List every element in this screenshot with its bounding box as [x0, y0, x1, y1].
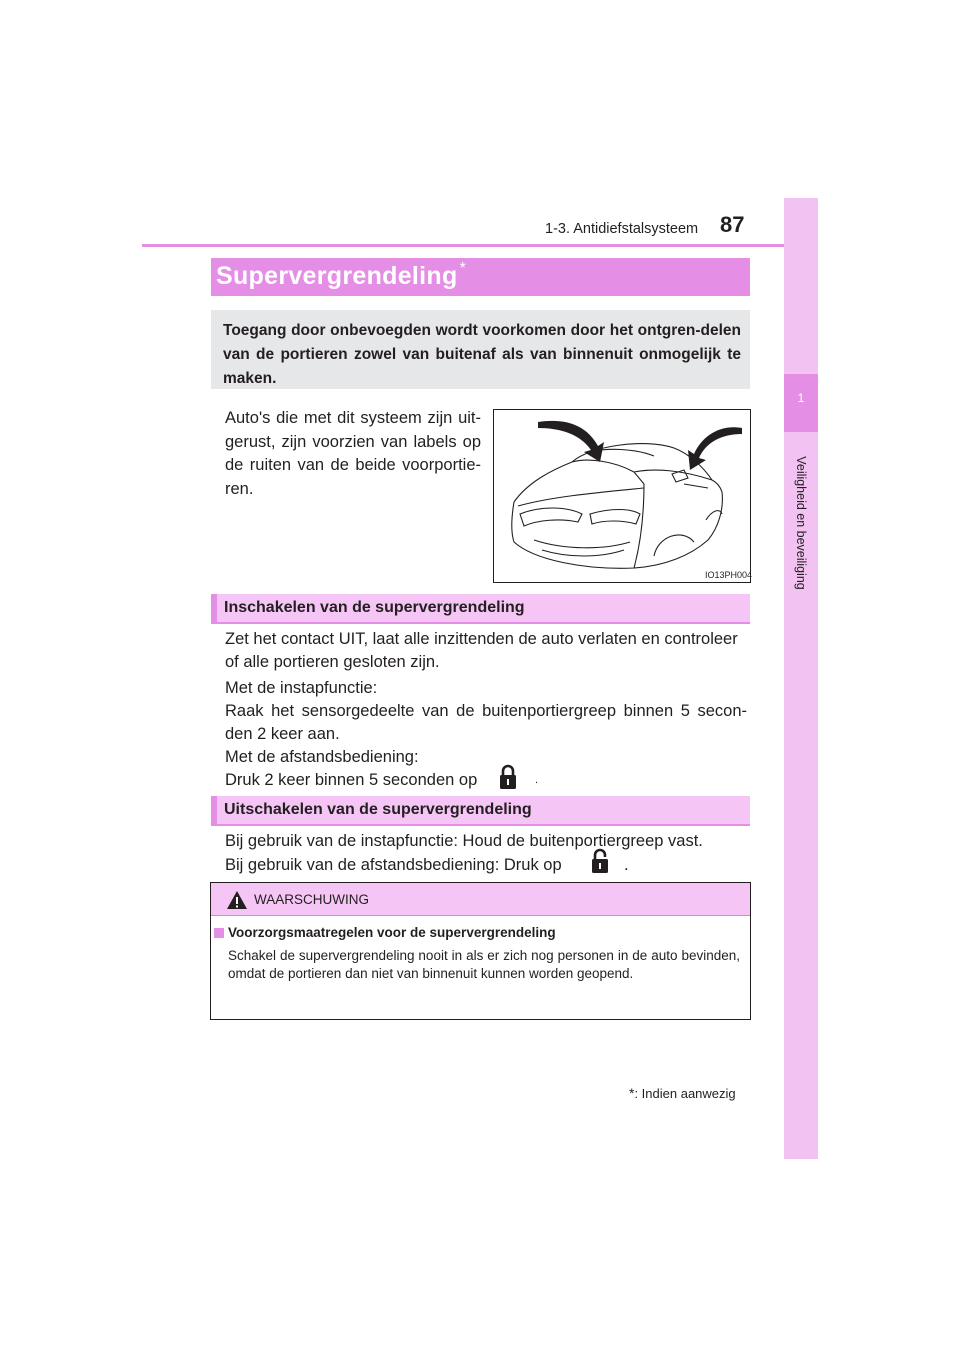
- side-tab-upper: [784, 198, 818, 374]
- section-enable-line-remote: Met de afstandsbediening:: [225, 748, 419, 766]
- footnote-text: : Indien aanwezig: [634, 1086, 736, 1101]
- unlock-icon: [590, 848, 610, 874]
- page-title-text: Supervergrendeling: [216, 262, 458, 290]
- side-tab-chapter-label: Veiligheid en beveiliging: [794, 456, 808, 590]
- header-rule: [142, 244, 818, 247]
- side-tab-chapter-number: 1: [797, 391, 805, 405]
- section-enable-line-entry: Met de instapfunctie:: [225, 679, 378, 697]
- section-disable-line-remote: Bij gebruik van de afstandsbediening: Druk op: [225, 856, 562, 874]
- footnote-star: *: [629, 1085, 635, 1101]
- warning-item-bullet: [214, 928, 224, 938]
- section-enable-paragraph: Zet het contact UIT, laat alle inzittenden de auto verlaten en controleer of alle portieren gesloten zijn.: [225, 630, 738, 671]
- section-disable-title: Uitschakelen van de supervergrendeling: [224, 801, 532, 818]
- footnote: [629, 1085, 736, 1101]
- intro-text: Toegang door onbevoegden wordt voorkomen door het ontgren-delen van de portieren zowel van buitenaf als van binnenuit onmogelijk te maken.: [223, 322, 741, 387]
- section-enable-line-press-end: .: [535, 774, 539, 786]
- body-paragraph-labels: Auto's die met dit systeem zijn uit-gerust, zijn voorzien van labels op de ruiten van de beide voorportie-ren.: [225, 409, 481, 498]
- section-enable-line-sensor: Raak het sensorgedeelte van de buitenportiergreep binnen 5 secon-den 2 keer aan.: [225, 702, 747, 743]
- warning-triangle-icon: [226, 890, 248, 910]
- arrow-right-icon: [688, 427, 742, 470]
- warning-item-body: Schakel de supervergrendeling nooit in als er zich nog personen in de auto bevinden, omdat de portieren dan niet van binnenuit kunnen worden geopend.: [228, 948, 740, 981]
- lock-icon: [498, 764, 518, 790]
- arrow-left-icon: [538, 421, 604, 462]
- car-drawing: [494, 410, 753, 582]
- section-disable-line-entry: Bij gebruik van de instapfunctie: Houd de buitenportiergreep vast.: [225, 832, 703, 850]
- page-number: 87: [720, 212, 745, 237]
- section-enable-line-press: Druk 2 keer binnen 5 seconden op: [225, 771, 478, 789]
- figure-code: IO13PH004: [705, 570, 753, 580]
- section-enable-title: Inschakelen van de supervergrendeling: [224, 599, 525, 616]
- warning-label: WAARSCHUWING: [254, 892, 369, 907]
- section-disable-line-remote-end: .: [624, 856, 629, 874]
- warning-item-title: Voorzorgsmaatregelen voor de supervergrendeling: [228, 925, 556, 940]
- title-asterisk: *: [459, 260, 467, 277]
- car-illustration: [493, 409, 751, 583]
- header-section-title: 1-3. Antidiefstalsysteem: [545, 221, 699, 237]
- page-title: [216, 262, 466, 291]
- section-disable-marker: [211, 796, 217, 826]
- section-enable-marker: [211, 594, 217, 624]
